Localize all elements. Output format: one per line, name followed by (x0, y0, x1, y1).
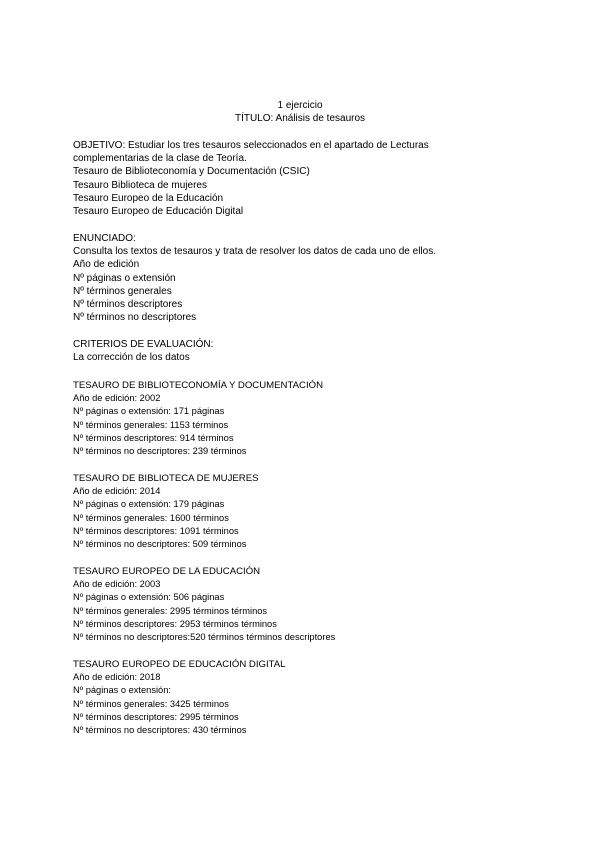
section-line: Nº términos descriptores: 2995 términos (73, 711, 239, 722)
section-line: Nº términos no descriptores: 430 términos (73, 724, 247, 735)
section-title: TESAURO DE BIBLIOTECONOMÍA Y DOCUMENTACIÓN (73, 380, 324, 391)
objetivo-item: Tesauro Europeo de Educación Digital (73, 205, 244, 217)
section-line: Nº páginas o extensión: (73, 685, 171, 696)
section-line: Nº términos generales: 2995 términos términos (73, 605, 268, 616)
thesaurus-section-europeo-educacion (73, 565, 553, 644)
document-title: TÍTULO: Análisis de tesauros (234, 113, 366, 125)
objetivo-item: Tesauro Europeo de la Educación (73, 192, 224, 204)
enunciado-item: Nº términos descriptores (73, 298, 183, 310)
section-line: Nº términos no descriptores:520 términos términos descriptores (73, 631, 336, 642)
section-line: Nº términos generales: 1600 términos (73, 512, 229, 523)
section-line: Nº términos descriptores: 914 términos (73, 432, 234, 443)
section-line: Nº páginas o extensión: 171 páginas (73, 406, 225, 417)
section-line: Nº páginas o extensión: 179 páginas (73, 499, 225, 510)
objetivo-text: OBJETIVO: Estudiar los tres tesauros seleccionados en el apartado de Lecturas complementarias de la clase de Teoría. (73, 140, 429, 165)
section-line: Nº términos no descriptores: 239 términos (73, 445, 247, 456)
enunciado-text: Consulta los textos de tesauros y trata de resolver los datos de cada uno de ellos. (73, 246, 436, 258)
section-line: Nº términos generales: 1153 términos (73, 419, 229, 430)
section-line: Año de edición: 2002 (73, 393, 161, 404)
section-line: Nº términos no descriptores: 509 términos (73, 538, 247, 549)
document-header (0, 99, 600, 125)
section-title: TESAURO DE BIBLIOTECA DE MUJERES (73, 473, 259, 484)
enunciado-item: Nº términos no descriptores (73, 312, 197, 324)
objetivo-item: Tesauro Biblioteca de mujeres (73, 179, 207, 191)
section-title: TESAURO EUROPEO DE LA EDUCACIÓN (73, 566, 261, 577)
section-line: Nº páginas o extensión: 506 páginas (73, 592, 225, 603)
section-line: Nº términos descriptores: 1091 términos (73, 525, 239, 536)
objetivo-item: Tesauro de Biblioteconomía y Documentación (CSIC) (73, 166, 310, 178)
thesaurus-section-biblioteconomia (73, 379, 553, 458)
criterios-heading: CRITERIOS DE EVALUACIÓN: (73, 339, 214, 350)
enunciado-section (73, 232, 553, 324)
section-line: Nº términos descriptores: 2953 términos términos (73, 618, 277, 629)
section-line: Año de edición: 2018 (73, 672, 161, 683)
section-line: Nº términos generales: 3425 términos (73, 698, 229, 709)
thesaurus-section-educacion-digital (73, 658, 553, 737)
section-title: TESAURO EUROPEO DE EDUCACIÓN DIGITAL (73, 659, 286, 670)
enunciado-item: Año de edición (73, 259, 140, 271)
section-line: Año de edición: 2014 (73, 486, 161, 497)
criterios-section (73, 338, 553, 364)
objetivo-section (73, 139, 553, 218)
enunciado-heading: ENUNCIADO: (73, 233, 136, 244)
enunciado-item: Nº términos generales (73, 285, 172, 297)
section-line: Año de edición: 2003 (73, 579, 161, 590)
exercise-number: 1 ejercicio (277, 100, 323, 111)
enunciado-item: Nº páginas o extensión (73, 272, 176, 284)
criterios-text: La corrección de los datos (73, 352, 190, 364)
thesaurus-section-mujeres (73, 472, 553, 551)
